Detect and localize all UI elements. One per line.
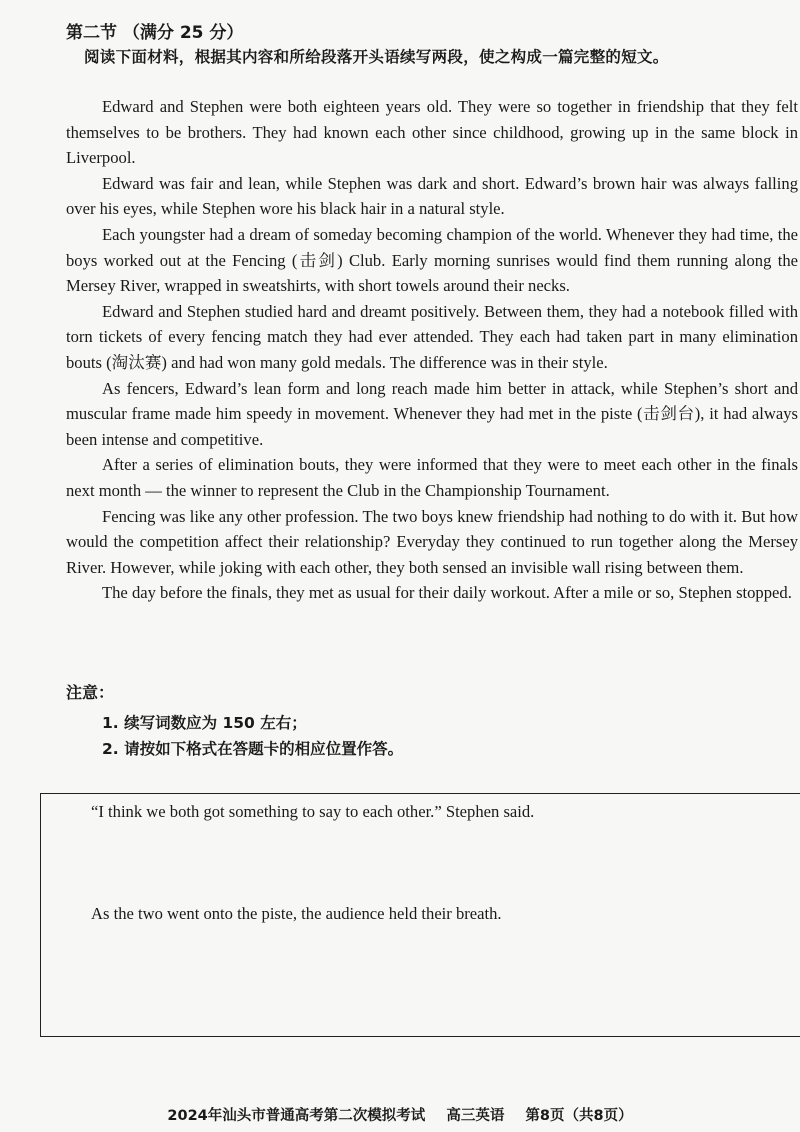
passage-paragraph: Edward and Stephen were both eighteen years old. They were so together in friendship that they felt themselves to be brothers. They had known each other since childhood, growing up in the same block in Liverpool. bbox=[66, 97, 798, 168]
passage-paragraph: Each youngster had a dream of someday becoming champion of the world. Whenever they had time, the boys worked out at the Fencing (击剑) Club. Early morning sunrises would find them running along the Mersey River, wrapped in sweatshirts, with short towels around their necks. bbox=[66, 224, 798, 296]
continuation-prompt-1: “I think we both got something to say to each other.” Stephen said. bbox=[91, 802, 535, 821]
footer-exam-name: 2024年汕头市普通高考第二次模拟考试 bbox=[167, 1108, 426, 1124]
notes-title: 注意： bbox=[66, 683, 115, 702]
passage-paragraph: Fencing was like any other profession. The two boys knew friendship had nothing to do with it. But how would the competition affect their relationship? Everyday they continued to run together along the Mersey River. However, while joking with each other, they both sensed an invisible wall rising between them. bbox=[66, 506, 798, 577]
continuation-prompt-2: As the two went onto the piste, the audience held their breath. bbox=[91, 904, 502, 923]
page-footer bbox=[0, 1104, 800, 1125]
footer-subject: 高三英语 bbox=[446, 1108, 505, 1124]
passage-paragraph: As fencers, Edward’s lean form and long reach made him better in attack, while Stephen’s short and muscular frame made him speedy in movement. Whenever they had met in the piste (击剑台), it had always been intense and competitive. bbox=[66, 378, 798, 449]
footer-page-number: 第8页（共8页） bbox=[525, 1108, 633, 1124]
passage-paragraph: Edward was fair and lean, while Stephen was dark and short. Edward’s brown hair was always falling over his eyes, while Stephen wore his black hair in a natural style. bbox=[66, 173, 798, 219]
passage-paragraph: After a series of elimination bouts, they were informed that they were to meet each other in the finals next month — the winner to represent the Club in the Championship Tournament. bbox=[66, 455, 798, 500]
section-title: 第二节 （满分 25 分） bbox=[66, 23, 244, 43]
instruction: 阅读下面材料，根据其内容和所给段落开头语续写两段，使之构成一篇完整的短文。 bbox=[84, 48, 669, 66]
passage bbox=[66, 94, 798, 606]
note-item: 1. 续写词数应为 150 左右； bbox=[102, 714, 307, 732]
passage-paragraph: The day before the finals, they met as usual for their daily workout. After a mile or so, Stephen stopped. bbox=[102, 583, 792, 603]
answer-box[interactable] bbox=[40, 793, 800, 1037]
note-item: 2. 请按如下格式在答题卡的相应位置作答。 bbox=[102, 740, 404, 758]
passage-paragraph: Edward and Stephen studied hard and dreamt positively. Between them, they had a notebook filled with torn tickets of every fencing match they had ever attended. They each had taken part in many elimination bouts (淘汰赛) and had won many gold medals. The difference was in their style. bbox=[66, 301, 798, 372]
